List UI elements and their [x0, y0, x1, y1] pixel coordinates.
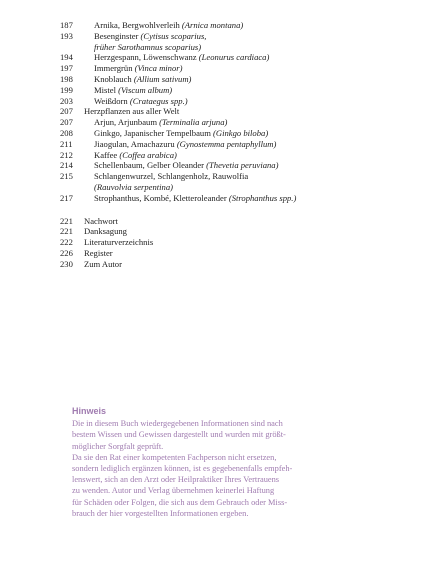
toc-entry	[60, 63, 400, 74]
toc-page-number: 222	[60, 237, 73, 248]
notice-line: sondern lediglich ergänzen können, ist es gegebenenfalls empfeh-	[72, 464, 293, 474]
toc-page-number: 217	[60, 192, 73, 203]
toc-entry-title	[94, 42, 400, 53]
toc-entry-latin: (Cytisus scoparius,	[140, 30, 207, 41]
toc-page-number: 203	[60, 95, 73, 106]
toc-page-number: 211	[60, 138, 73, 149]
notice-line: möglicher Sorgfalt geprüft.	[72, 441, 164, 451]
toc-section-title: Herzpflanzen aus aller Welt	[84, 106, 180, 117]
toc-entry-latin: (Thevetia peruviana)	[206, 160, 279, 171]
toc-entry-title	[94, 128, 400, 139]
toc-entry-latin: (Crataegus spp.)	[129, 95, 188, 106]
toc-page-number: 187	[60, 20, 73, 30]
toc-entry-title	[94, 74, 400, 85]
toc-back-entry	[60, 248, 400, 259]
toc-entry-latin: (Ginkgo biloba)	[213, 127, 269, 138]
toc-back-entry	[60, 226, 400, 237]
notice-paragraph-1	[72, 418, 372, 452]
toc-back-title: Zum Autor	[84, 258, 122, 269]
toc-entry-latin: (Vinca minor)	[134, 63, 183, 74]
toc-entry-continuation	[60, 182, 400, 193]
notice-line: lenswert, sich an den Arzt oder Heilpraktiker Ihres Vertrauens	[72, 475, 280, 485]
toc-entry	[60, 74, 400, 85]
toc-entry-latin: (Strophanthus spp.)	[228, 192, 297, 203]
toc-page-number: 194	[60, 52, 73, 63]
toc-back-title: Register	[84, 247, 113, 258]
toc-back-title: Literaturverzeichnis	[84, 237, 154, 248]
toc-entry-latin: (Terminalia arjuna)	[159, 117, 228, 128]
toc-entry-title	[94, 52, 400, 63]
toc-page-number: 207	[60, 106, 73, 117]
toc-entry-latin: (Leonurus cardiaca)	[198, 52, 270, 63]
toc-entry-title	[94, 171, 400, 182]
toc-entry	[60, 96, 400, 107]
table-of-contents	[60, 20, 400, 270]
notice-line: bestem Wissen und Gewissen dargestellt und wurden mit größt-	[72, 430, 286, 440]
toc-entry-title	[94, 96, 400, 107]
toc-entry	[60, 193, 400, 204]
toc-page-number: 208	[60, 127, 73, 138]
toc-entry	[60, 150, 400, 161]
toc-entry-latin: (Viscum album)	[118, 84, 173, 95]
toc-entry-name: Weißdorn	[94, 95, 130, 106]
toc-entry-name: Schellenbaum, Gelber Oleander	[94, 160, 207, 171]
toc-page-number: 198	[60, 73, 73, 84]
toc-back-entry	[60, 216, 400, 227]
toc-entry-latin: (Coffea arabica)	[119, 149, 177, 160]
toc-entry	[60, 20, 400, 31]
toc-entry-name: Kaffee	[94, 149, 120, 160]
toc-page-number: 226	[60, 247, 73, 258]
toc-page-number: 221	[60, 226, 73, 237]
notice-line: zu wenden. Autor und Verlag übernehmen keinerlei Haftung	[72, 486, 275, 496]
toc-entry-latin: (Arnica montana)	[181, 20, 244, 30]
toc-entry	[60, 85, 400, 96]
toc-entry	[60, 139, 400, 150]
toc-entry	[60, 52, 400, 63]
toc-entry-name: Herzgespann, Löwenschwanz	[94, 52, 199, 63]
toc-back-title: Nachwort	[84, 215, 118, 226]
toc-page-number: 212	[60, 149, 73, 160]
toc-back-title: Danksagung	[84, 226, 127, 237]
toc-entry-latin: (Rauvolvia serpentina)	[94, 181, 173, 192]
toc-entry-title	[94, 63, 400, 74]
toc-entry-latin: (Gynostemma pentaphyllum)	[176, 138, 277, 149]
toc-back-entry	[60, 259, 400, 270]
notice-line: brauch der hier vorgestellten Informationen ergeben.	[72, 508, 249, 518]
toc-entry-title	[94, 117, 400, 128]
toc-page-number: 199	[60, 84, 73, 95]
notice-line: Die in diesem Buch wiedergegebenen Informationen sind nach	[72, 419, 283, 429]
toc-entry-title	[94, 20, 400, 31]
toc-entry-name: Knoblauch	[94, 73, 134, 84]
notice-title: Hinweis	[72, 406, 107, 416]
toc-entry-name: Schlangenwurzel, Schlangenholz, Rauwolfia	[94, 171, 249, 182]
toc-entry	[60, 128, 400, 139]
toc-page-number: 221	[60, 215, 73, 226]
toc-entry	[60, 171, 400, 182]
toc-page-number: 207	[60, 117, 73, 128]
toc-entry	[60, 117, 400, 128]
toc-entry-title	[94, 160, 400, 171]
toc-entry-name: Arjun, Arjunbaum	[94, 117, 160, 128]
toc-entry-continuation	[60, 42, 400, 53]
toc-entry-name: Jiaogulan, Amachazuru	[94, 138, 177, 149]
toc-entry-name: Ginkgo, Japanischer Tempelbaum	[94, 127, 214, 138]
toc-entry-name: Arnika, Bergwohlverleih	[94, 20, 182, 30]
toc-entry-title	[94, 182, 400, 193]
toc-spacer	[60, 204, 400, 216]
toc-entry-name: Besenginster	[94, 30, 141, 41]
toc-entry-title	[94, 139, 400, 150]
toc-page-number: 197	[60, 63, 73, 74]
toc-entry-name: Strophanthus, Kombé, Kletteroleander	[94, 192, 229, 203]
notice-line: für Schäden oder Folgen, die sich aus dem Gebrauch oder Miss-	[72, 497, 288, 507]
toc-page-number: 230	[60, 258, 73, 269]
toc-page-number: 214	[60, 160, 73, 171]
toc-entry-name: Immergrün	[94, 63, 135, 74]
toc-entry-title	[94, 193, 400, 204]
toc-entry	[60, 31, 400, 42]
notice-line: Da sie den Rat einer kompetenten Fachperson nicht ersetzen,	[72, 452, 277, 462]
toc-page-number: 215	[60, 171, 73, 182]
toc-back-entry	[60, 237, 400, 248]
notice-paragraph-2	[72, 452, 372, 519]
toc-entry-latin: früher Sarothamnus scoparius)	[94, 41, 202, 52]
toc-entry	[60, 160, 400, 171]
toc-entry-title	[94, 31, 400, 42]
toc-section	[60, 106, 400, 117]
toc-entry-title	[94, 85, 400, 96]
toc-page-number: 193	[60, 30, 73, 41]
toc-entry-title	[94, 150, 400, 161]
notice-box	[72, 406, 372, 519]
toc-entry-name: Mistel	[94, 84, 119, 95]
toc-entry-latin: (Allium sativum)	[133, 73, 192, 84]
